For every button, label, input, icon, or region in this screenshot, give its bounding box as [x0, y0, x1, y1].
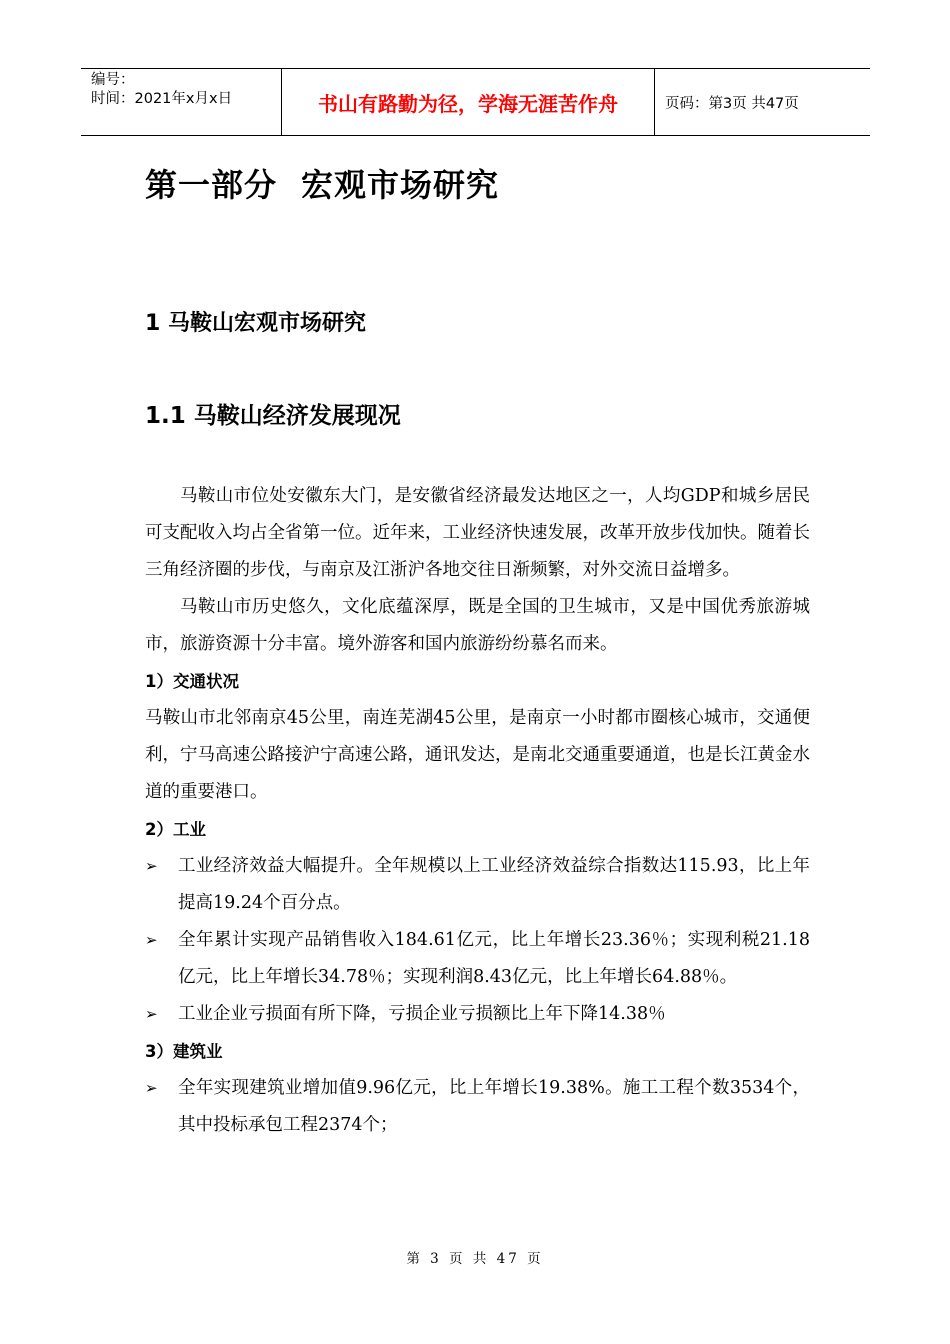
- bullet-text: 工业经济效益大幅提升。全年规模以上工业经济效益综合指数达115.93，比上年提高19.24个百分点。: [178, 856, 810, 913]
- document-body: [145, 478, 810, 1144]
- bullet-text: 工业企业亏损面有所下降，亏损企业亏损额比上年下降14.38％: [178, 1004, 666, 1024]
- list-item: [145, 848, 810, 922]
- section-heading-1-1: 1.1 马鞍山经济发展现况: [145, 403, 401, 429]
- list-item: [145, 922, 810, 996]
- part-title: [145, 160, 499, 206]
- paragraph-2: 马鞍山市历史悠久，文化底蕴深厚，既是全国的卫生城市，又是中国优秀旅游城市，旅游资源十分丰富。境外游客和国内旅游纷纷慕名而来。: [145, 597, 810, 654]
- traffic-text: 马鞍山市北邻南京45公里，南连芜湖45公里，是南京一小时都市圈核心城市，交通便利，宁马高速公路接沪宁高速公路，通讯发达，是南北交通重要通道，也是长江黄金水道的重要港口。: [145, 708, 810, 802]
- bullet-text: 全年累计实现产品销售收入184.61亿元，比上年增长23.36％；实现利税21.18亿元，比上年增长34.78％；实现利润8.43亿元，比上年增长64.88％。: [178, 930, 810, 987]
- header-time: 时间：2021年x月x日: [91, 91, 233, 107]
- page-header: [81, 68, 870, 136]
- header-meta: [81, 69, 282, 135]
- bullet-arrow-icon: ➢: [145, 931, 158, 949]
- subheading-traffic: 1）交通状况: [145, 672, 239, 691]
- bullet-text: 全年实现建筑业增加值9.96亿元，比上年增长19.38%。施工工程个数3534个，其中投标承包工程2374个；: [178, 1078, 810, 1135]
- subheading-industry: 2）工业: [145, 820, 206, 839]
- header-motto: 书山有路勤为径，学海无涯苦作舟: [282, 69, 655, 135]
- paragraph-1: 马鞍山市位处安徽东大门，是安徽省经济最发达地区之一，人均GDP和城乡居民可支配收入均占全省第一位。近年来，工业经济快速发展，改革开放步伐加快。随着长三角经济圈的步伐，与南京及江浙沪各地交往日渐频繁，对外交流日益增多。: [145, 486, 810, 580]
- page-footer: 第 3 页 共 47 页: [406, 1251, 544, 1267]
- part-title-main: 宏观市场研究: [301, 166, 500, 204]
- subheading-construction: 3）建筑业: [145, 1042, 223, 1061]
- section-heading-1: 1 马鞍山宏观市场研究: [145, 311, 366, 336]
- bullet-arrow-icon: ➢: [145, 1079, 158, 1097]
- header-number: 编号：: [91, 72, 135, 88]
- bullet-arrow-icon: ➢: [145, 1005, 158, 1023]
- bullet-arrow-icon: ➢: [145, 857, 158, 875]
- part-title-label: 第一部分: [145, 166, 278, 204]
- list-item: [145, 1070, 810, 1144]
- header-page-info: 页码：第3页 共47页: [665, 95, 799, 112]
- list-item: [145, 996, 810, 1033]
